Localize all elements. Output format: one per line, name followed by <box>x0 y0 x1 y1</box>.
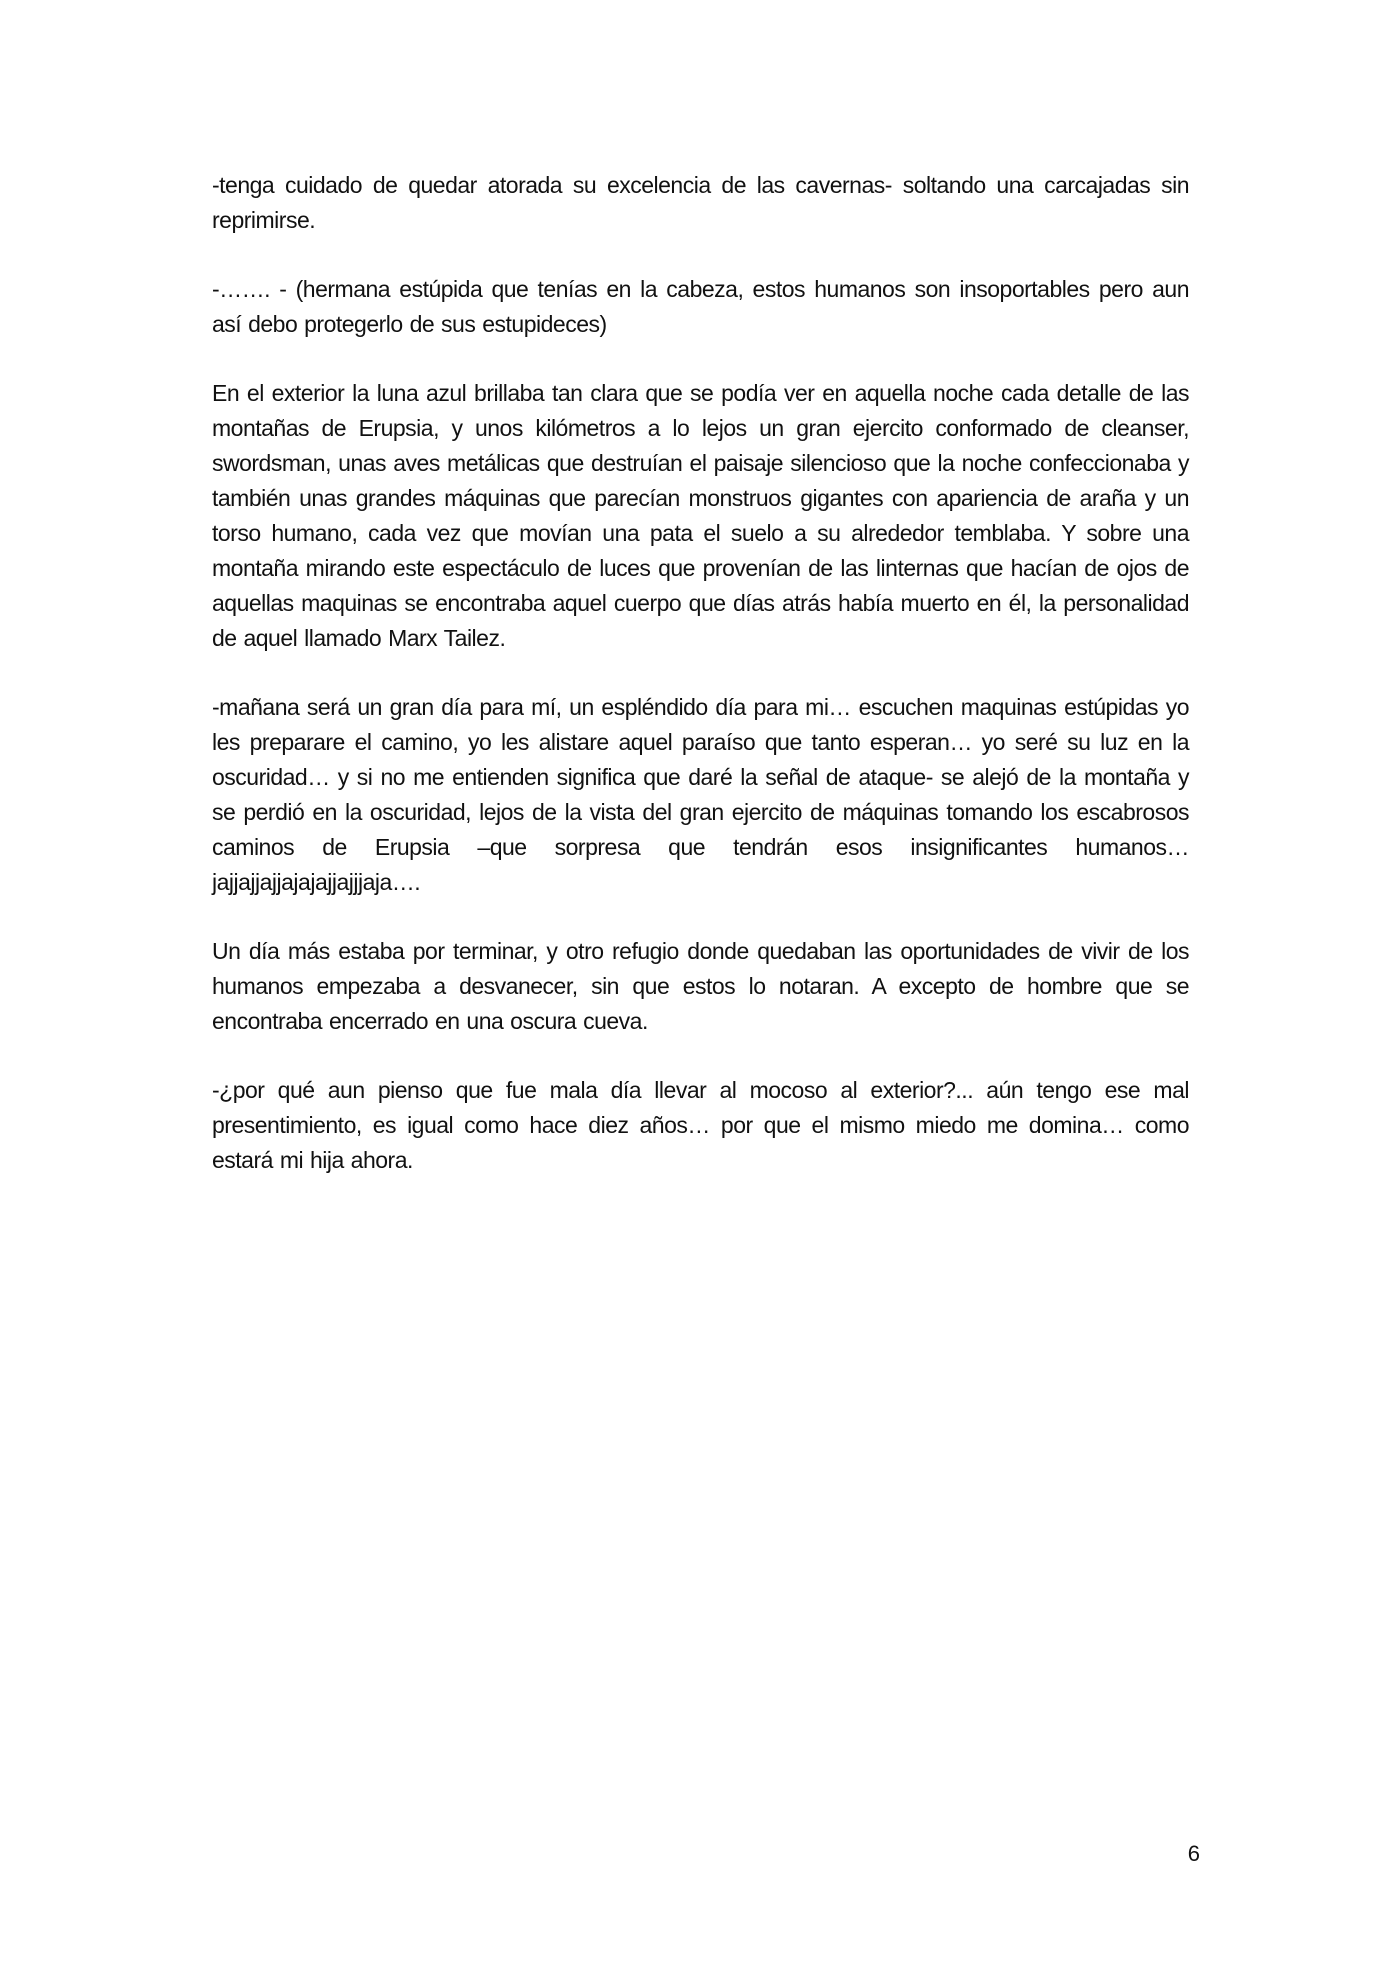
narrative-paragraph: En el exterior la luna azul brillaba tan clara que se podía ver en aquella noche cada detalle de las montañas de Erupsia, y unos kilómetros a lo lejos un gran ejercito conformado de cleanser, swordsman, unas aves metálicas que destruían el paisaje silencioso que la noche confeccionaba y también unas grandes máquinas que parecían monstruos gigantes con apariencia de araña y un torso humano, cada vez que movían una pata el suelo a su alrededor temblaba. Y sobre una montaña mirando este espectáculo de luces que provenían de las linternas que hacían de ojos de aquellas maquinas se encontraba aquel cuerpo que días atrás había muerto en él, la personalidad de aquel llamado Marx Tailez. <box>212 380 1189 651</box>
page-body <box>212 168 1189 1212</box>
dialogue-paragraph: -……. - (hermana estúpida que tenías en la cabeza, estos humanos son insoportables pero aun así debo protegerlo de sus estupideces) <box>212 276 1189 337</box>
dialogue-paragraph: -¿por qué aun pienso que fue mala día llevar al mocoso al exterior?... aún tengo ese mal presentimiento, es igual como hace diez años… por que el mismo miedo me domina… como estará mi hija ahora. <box>212 1077 1189 1173</box>
dialogue-paragraph: -tenga cuidado de quedar atorada su excelencia de las cavernas- soltando una carcajadas sin reprimirse. <box>212 172 1189 233</box>
page-number: 6 <box>1187 1841 1200 1866</box>
narrative-paragraph: Un día más estaba por terminar, y otro refugio donde quedaban las oportunidades de vivir de los humanos empezaba a desvanecer, sin que estos lo notaran. A excepto de hombre que se encontraba encerrado en una oscura cueva. <box>212 938 1189 1034</box>
dialogue-paragraph: -mañana será un gran día para mí, un espléndido día para mi… escuchen maquinas estúpidas yo les preparare el camino, yo les alistare aquel paraíso que tanto esperan… yo seré su luz en la oscuridad… y si no me entienden significa que daré la señal de ataque- se alejó de la montaña y se perdió en la oscuridad, lejos de la vista del gran ejercito de máquinas tomando los escabrosos caminos de Erupsia –que sorpresa que tendrán esos insignificantes humanos… jajjajjajjajajajjajjjaja…. <box>212 694 1189 895</box>
